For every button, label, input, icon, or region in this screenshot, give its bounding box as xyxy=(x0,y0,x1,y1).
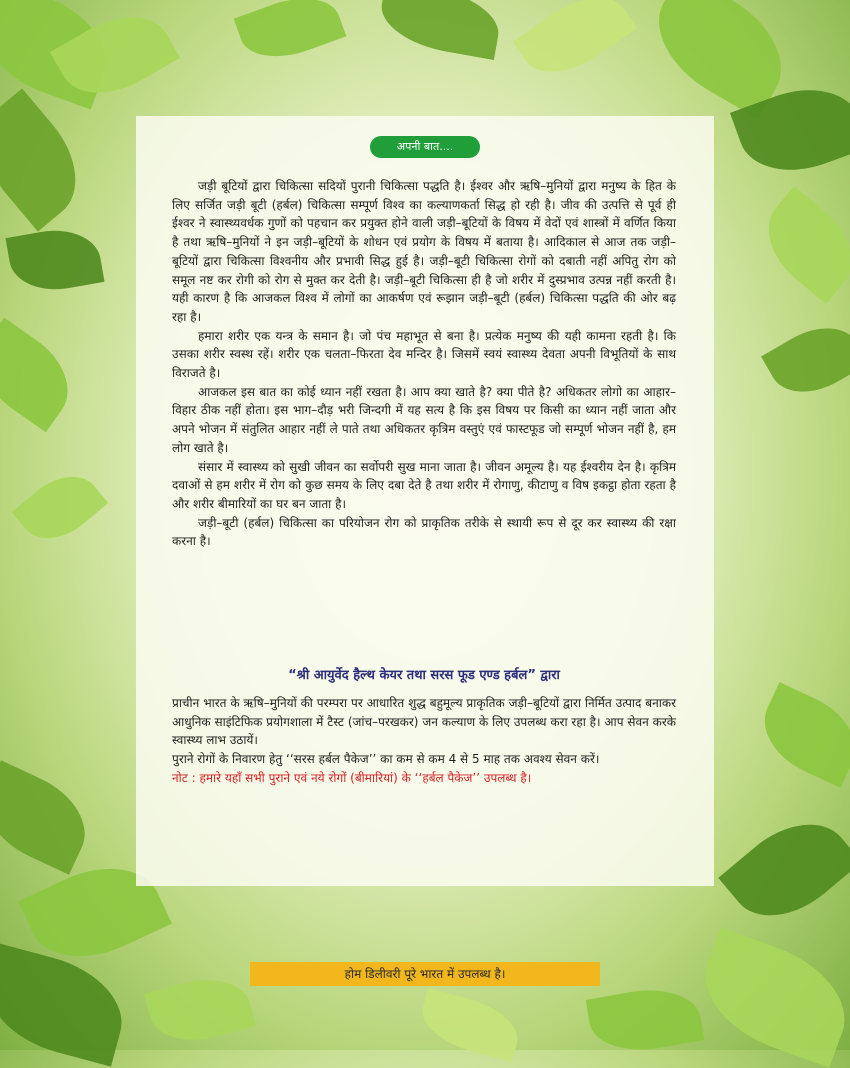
intro-section xyxy=(172,177,676,551)
leaf-decoration xyxy=(688,927,850,1068)
company-subtitle: “श्री आयुर्वेद हैल्थ केयर तथा सरस फूड एण्ड हर्बल” द्वारा xyxy=(288,668,560,683)
leaf-decoration xyxy=(0,943,134,1066)
closing-paragraph: पुराने रोगों के निवारण हेतु ‘‘सरस हर्बल पैकेज’’ का कम से कम 4 से 5 माह तक अवश्य सेवन करें। xyxy=(172,752,600,767)
page-heading: अपनी बात.... xyxy=(370,136,480,158)
leaf-decoration xyxy=(234,0,347,70)
leaf-decoration xyxy=(0,88,99,231)
leaf-decoration xyxy=(718,801,850,939)
home-delivery-banner: होम डिलीवरी पूरे भारत में उपलब्ध है। xyxy=(250,962,600,986)
leaf-decoration xyxy=(761,312,850,409)
leaf-decoration xyxy=(376,0,505,60)
intro-paragraph: जड़ी बूटियों द्वारा चिकित्सा सदियों पुरानी चिकित्सा पद्धति है। ईश्वर और ऋषि–मुनियों द्वारा मनुष्य के हित के लिए सर्जित जड़ी बूटी (हर्बल) चिकित्सा सम्पूर्ण विश्व का कल्याणकर्ता सिद्ध हो रही है। जीव की उत्पत्ति से पूर्व ही ईश्वर ने स्वास्थ्यवर्धक गुणों को पहचान कर प्रयुक्त होने वाली जड़ी–बूटियों के विषय में वेदों एवं शास्त्रों में वर्णित किया है तथा ऋषि–मुनियों ने इन जड़ी–बूटियों के शोधन एवं प्रयोग के विषय में बताया है। आदिकाल से आज तक जड़ी–बूटियों द्वारा चिकित्सा विश्वनीय और प्रभावी सिद्ध हुई है। जड़ी–बूटी चिकित्सा रोगों को दबाती नहीं अपितु रोग को समूल नष्ट कर रोगी को रोग से मुक्त कर देती है। जड़ी–बूटी चिकित्सा ही है जो शरीर में दुस्प्रभाव उत्पन्न नहीं करती है। यही कारण है कि आजकल विश्व में लोगों का आकर्षण एवं रूझान जड़ी–बूटी (हर्बल) चिकित्सा पद्धति की ओर बढ़ रहा है। xyxy=(172,179,676,324)
leaf-decoration xyxy=(0,760,101,874)
leaf-decoration xyxy=(144,968,256,1052)
leaf-decoration xyxy=(749,186,850,304)
leaf-decoration xyxy=(513,0,638,91)
closing-paragraph: प्राचीन भारत के ऋषि–मुनियों की परम्परा पर आधारित शुद्ध बहुमूल्य प्राकृतिक जड़ी–बूटियों द्वारा निर्मित उत्पाद बनाकर आधुनिक साइंटिफिक प्रयोगशाला में टैस्ट (जांच–परखकर) जन कल्याण के लिए उपलब्ध करा रहा है। आप सेवन करके स्वास्थ्य लाभ उठायें। xyxy=(172,696,676,748)
note-text: नोट : हमारे यहाँ सभी पुराने एवं नये रोगों (बीमारियां) के ‘‘हर्बल पैकेज’’ उपलब्ध है। xyxy=(172,770,532,785)
intro-paragraph: जड़ी–बूटी (हर्बल) चिकित्सा का परियोजन रोग को प्राकृतिक तरीके से स्थायी रूप से दूर कर स्वास्थ्य की रक्षा करना है। xyxy=(172,515,676,549)
intro-paragraph: संसार में स्वास्थ्य को सुखी जीवन का सर्वोपरी सुख माना जाता है। जीवन अमूल्य है। यह ईश्वरीय देन है। कृत्रिम दवाओं से हम शरीर में रोग को कुछ समय के लिए दबा देते है तथा शरीर में रोगाणु, कीटाणु व विष इकट्ठा होता रहता है और शरीर बीमारियों का घर बन जाता है। xyxy=(172,459,676,511)
leaf-decoration xyxy=(5,223,104,298)
leaf-decoration xyxy=(12,461,109,555)
leaf-decoration xyxy=(415,988,525,1062)
intro-paragraph: हमारा शरीर एक यन्त्र के समान है। जो पंच महाभूत से बना है। प्रत्येक मनुष्य की यही कामना रहती है। कि उसका शरीर स्वस्थ रहें। शरीर एक चलता–फिरता देव मन्दिर है। जिसमें स्वयं स्वास्थ्य देवता अपनी विभूतियों के साथ विराजते है। xyxy=(172,328,676,381)
leaf-decoration xyxy=(750,682,850,788)
closing-section xyxy=(172,694,676,788)
leaf-decoration xyxy=(0,318,86,433)
intro-paragraph: आजकल इस बात का कोई ध्यान नहीं रखता है। आप क्या खाते है? क्या पीते है? अधिकतर लोगो का आहार–विहार ठीक नहीं होता। इस भाग–दौड़ भरी जिन्दगी में यह सत्य है कि इस विषय पर किसी का ध्यान नहीं जाता और अपने भोजन में संतुलित आहार नहीं ले पाते तथा अधिकतर कृत्रिम वस्तुएं एवं फास्टफूड जो सम्पूर्ण भोजन नहीं है, हम लोग खाते है। xyxy=(172,384,676,455)
leaf-decoration xyxy=(586,981,705,1059)
